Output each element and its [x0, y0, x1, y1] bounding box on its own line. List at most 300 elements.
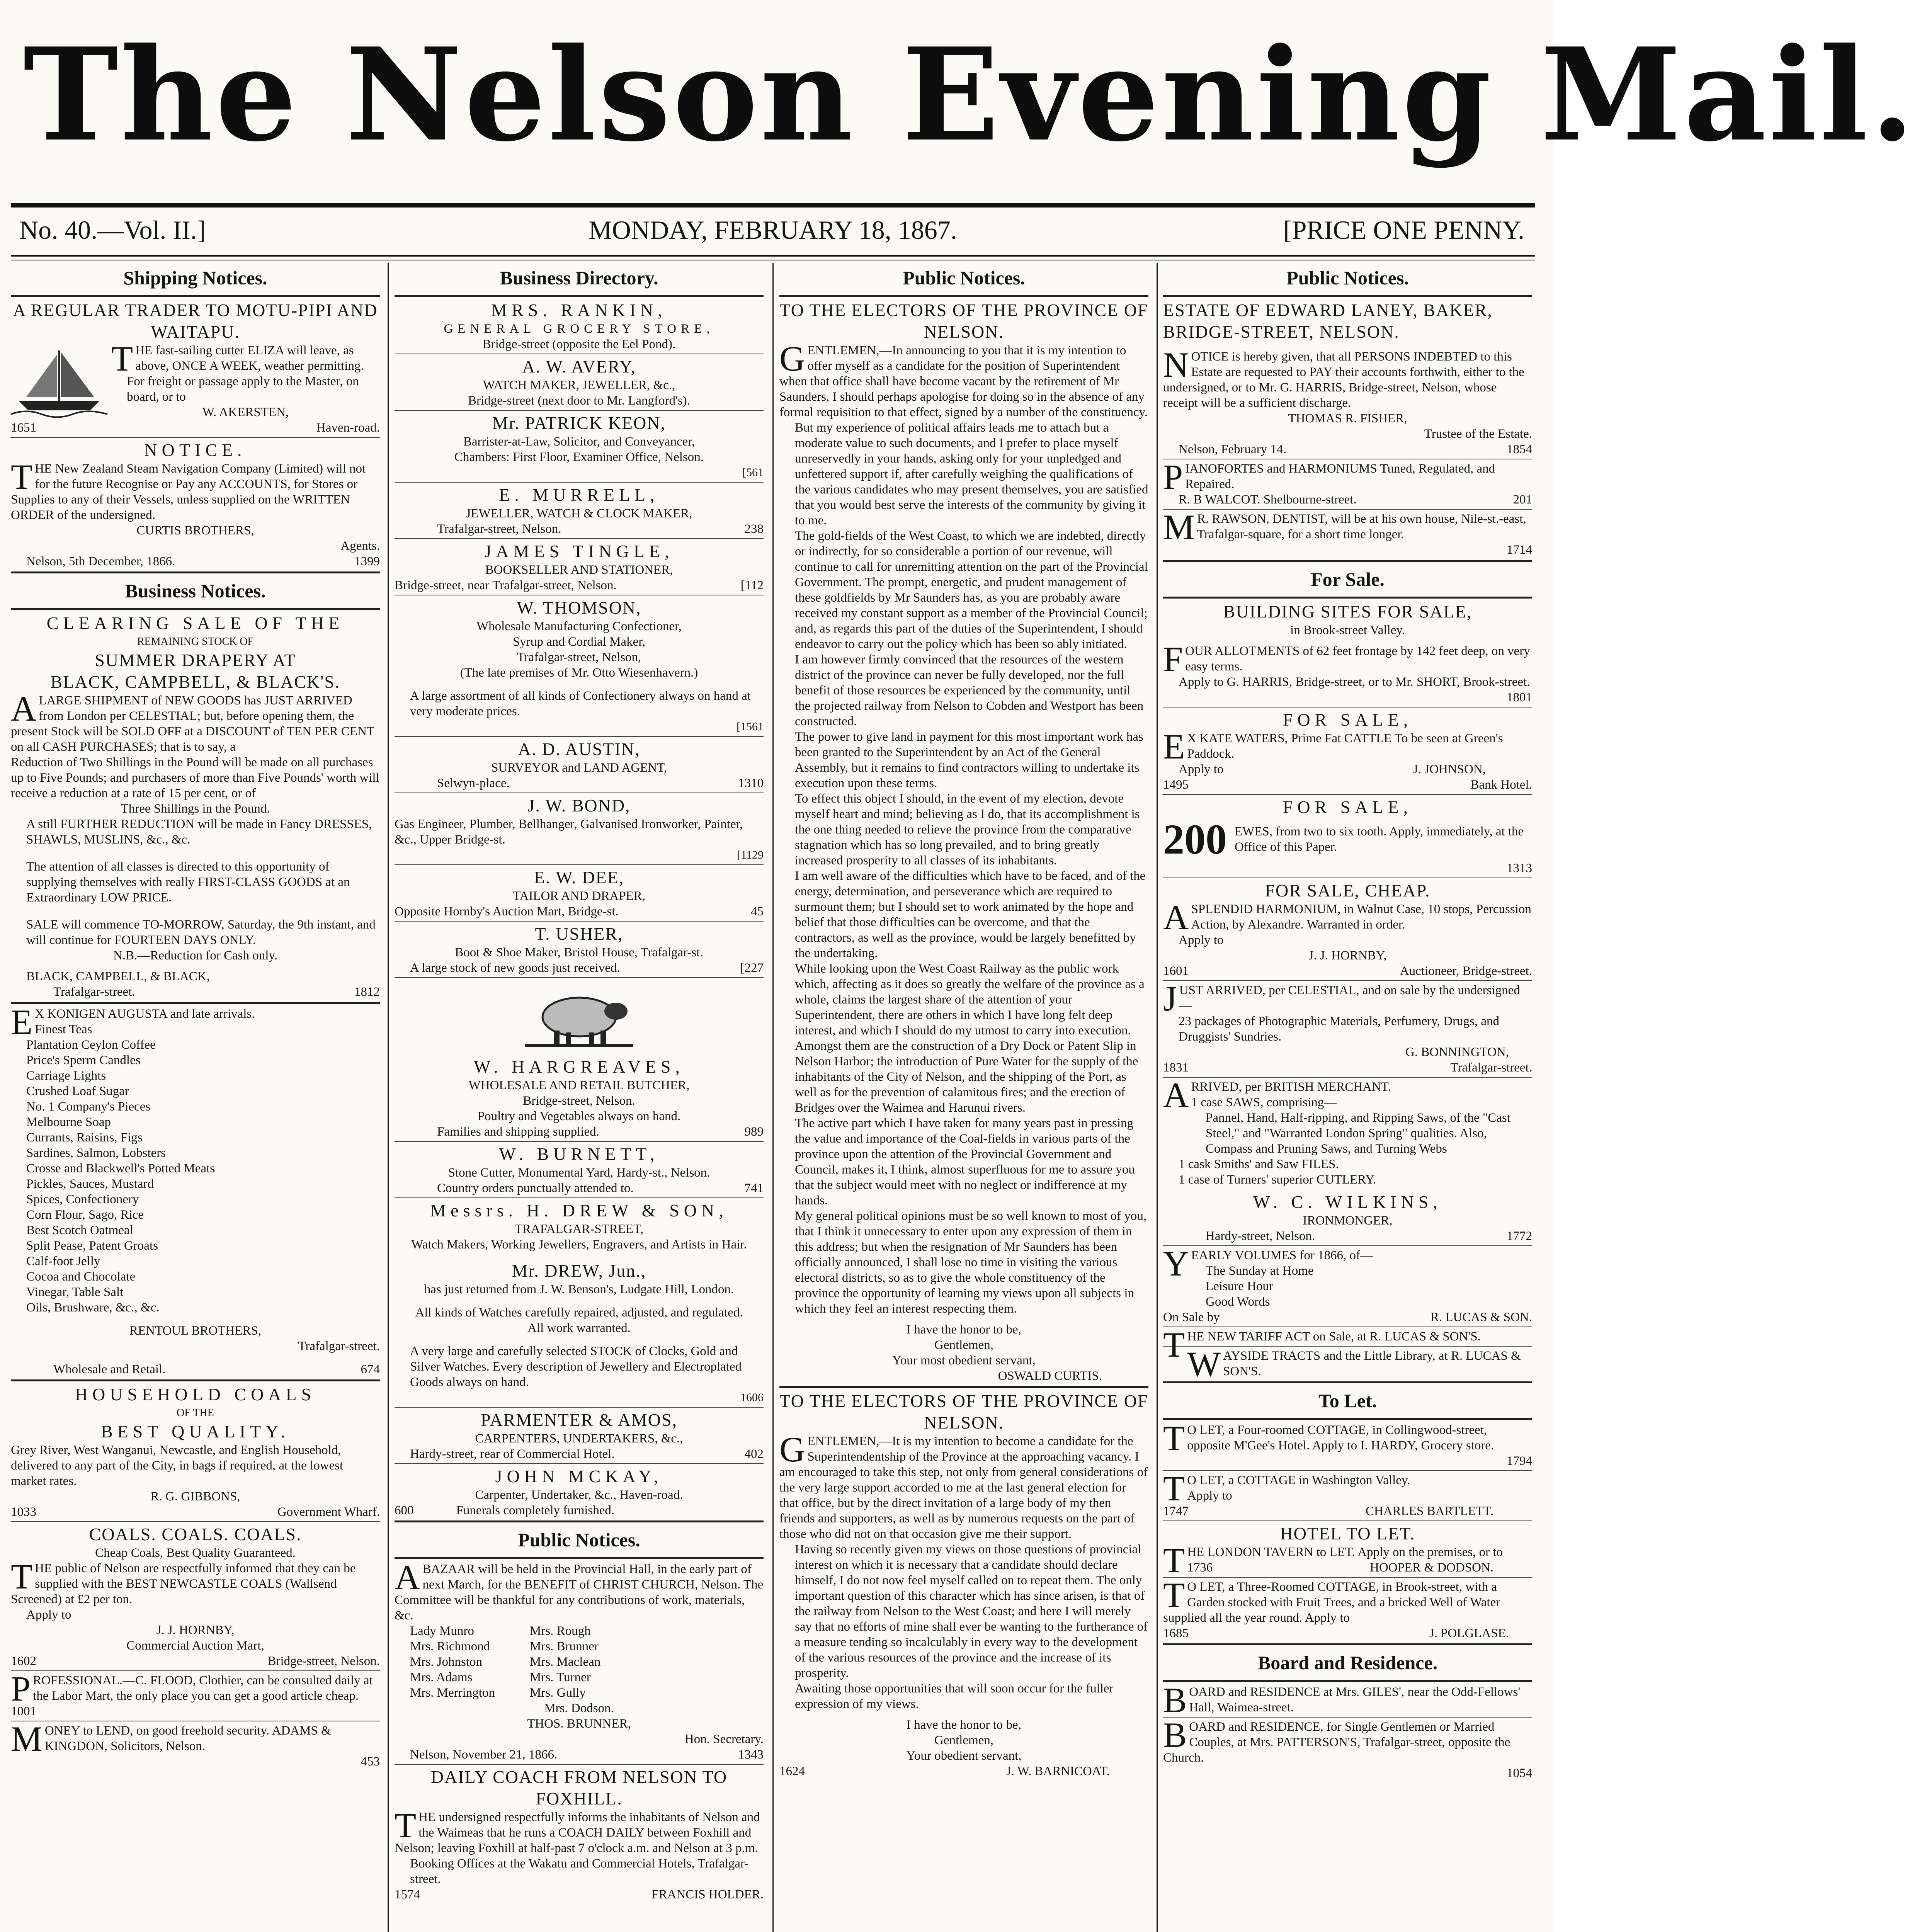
ad-text: FOUR ALLOTMENTS of 62 feet frontage by 142 feet deep, on very easy terms.: [1163, 639, 1530, 679]
sailing-ship-icon: [11, 343, 107, 420]
ad-signature: HOOPER & DODSON.: [1370, 1561, 1493, 1575]
letter-paragraph: The power to give land in payment for this most important work has been granted to the Superintendent by an Act of the General Assembly, but it remains to find contractors willing to undertake its execution upon these terms.: [795, 730, 1143, 790]
ad-heading: BEST QUALITY.: [100, 1422, 290, 1441]
ad-signature: R. LUCAS & SON.: [1430, 1310, 1532, 1324]
divider: [395, 921, 764, 922]
ad-number: 453: [361, 1755, 380, 1769]
grocery-list: [11, 1022, 380, 1315]
ad-heading: SUMMER DRAPERY AT: [95, 650, 296, 670]
letter-paragraph: To effect this object I should, in the event of my election, devote myself heart and mind; believing as I do, that its accomplishment is the one thing needed to relieve the province from the comparative stagnation which has so long prevailed, and to bring greatly increased prosperity to all classes of its inhabitants.: [795, 792, 1140, 867]
section-heading: Business Notices.: [125, 580, 266, 602]
ship-ad: [11, 339, 380, 420]
ad-number: 1033: [11, 1505, 36, 1519]
ad-subheading: Cheap Coals, Best Quality Guaranteed.: [95, 1546, 296, 1560]
list-item: No. 1 Company's Pieces: [26, 1100, 151, 1114]
ad-text: N.B.—Reduction for Cash only.: [113, 949, 277, 963]
directory-trade: CARPENTERS, UNDERTAKERS, &c.,: [475, 1432, 683, 1446]
list-item: Mrs. Brunner: [530, 1639, 599, 1653]
divider: [395, 538, 764, 539]
section-heading: Business Directory.: [500, 267, 658, 289]
ad-text: EX KATE WATERS, Prime Fat CATTLE To be seen at Green's Paddock.: [1163, 727, 1503, 766]
list-item: Leisure Hour: [1206, 1279, 1274, 1293]
ad-text: A large stock of new goods just received.: [410, 961, 620, 975]
divider: [395, 295, 764, 297]
ad-text: THE public of Nelson are respectfully informed that they can be supplied with the BEST NEWCASTLE COALS (Wallsend Screened) at £2 per ton.: [11, 1557, 356, 1606]
divider: [779, 295, 1148, 297]
volumes-list: [1163, 1263, 1532, 1310]
directory-address: (The late premises of Mr. Otto Wiesenhavern.): [460, 666, 698, 680]
divider: [1163, 980, 1532, 981]
ad-number: 1831: [1163, 1061, 1189, 1075]
list-item: Crosse and Blackwell's Potted Meats: [26, 1162, 215, 1175]
divider: [395, 410, 764, 411]
ad-address: Government Wharf.: [277, 1505, 380, 1519]
ad-signature: CHARLES BARTLETT.: [1365, 1504, 1493, 1518]
dateline-rule: [11, 255, 1535, 260]
ad-number: 1854: [1507, 442, 1532, 456]
ad-text: Wholesale and Retail.: [53, 1362, 166, 1376]
list-item: Oils, Brushware, &c., &c.: [26, 1301, 160, 1315]
list-item: Mrs. Merrington: [410, 1686, 495, 1700]
list-item: Mrs. Adams: [410, 1670, 473, 1684]
directory-trade: Syrup and Cordial Maker,: [512, 635, 646, 649]
list-item: Mrs. Gully: [530, 1686, 586, 1700]
ad-number: 1602: [11, 1654, 36, 1668]
ad-heading: ESTATE OF EDWARD LANEY, BAKER, BRIDGE-STREET, NELSON.: [1163, 300, 1493, 342]
ad-number: 201: [1513, 493, 1532, 507]
letter-closing: Gentlemen,: [934, 1338, 994, 1352]
ad-number: 1794: [1507, 1454, 1532, 1468]
letter-closing: Gentlemen,: [934, 1733, 994, 1747]
ad-text: A large assortment of all kinds of Confectionery always on hand at very moderate prices.: [410, 689, 751, 718]
ad-text: THE undersigned respectfully informs the inhabitants of Nelson and the Waimeas that he runs a COACH DAILY between Foxhill and Nelson; leaving Foxhill at half-past 7 o'clock a.m. and Nelson at 3 p.m.: [395, 1806, 760, 1855]
ad-signature: THOMAS R. FISHER,: [1288, 412, 1407, 425]
ad-text: Funerals completely furnished.: [456, 1503, 615, 1517]
ad-text: Apply to: [1179, 933, 1224, 947]
ad-text: SALE will commence TO-MORROW, Saturday, the 9th instant, and will continue for FOURTEEN DAYS ONLY.: [26, 918, 376, 947]
divider: [395, 1407, 764, 1408]
ad-text: THE fast-sailing cutter ELIZA will leave, as above, ONCE A WEEK, weather permitting.: [111, 339, 364, 378]
section-heading: Public Notices.: [903, 267, 1025, 289]
ad-number: 1736: [1187, 1561, 1213, 1575]
ad-signature: G. BONNINGTON,: [1405, 1045, 1509, 1059]
directory-trade: GENERAL GROCERY STORE,: [444, 322, 714, 336]
list-item: Corn Flour, Sago, Rice: [26, 1208, 144, 1222]
ad-text: PROFESSIONAL.—C. FLOOD, Clothier, can be consulted daily at the Labor Mart, the only place you can get a good article cheap. 1001: [11, 1669, 373, 1718]
ad-address: Hardy-street, Nelson.: [1206, 1229, 1315, 1243]
ad-signature-title: IRONMONGER,: [1303, 1214, 1393, 1228]
ad-text: JUST ARRIVED, per CELESTIAL, and on sale by the undersigned—: [1163, 979, 1520, 1018]
letter-closing: Your most obedient servant,: [892, 1354, 1036, 1367]
list-item: Mrs. Maclean: [530, 1655, 601, 1669]
ad-heading: FOR SALE,: [1283, 710, 1413, 730]
letter-closing: I have the honor to be,: [907, 1718, 1021, 1732]
ad-text: Apply to: [1179, 762, 1224, 776]
divider: [11, 1379, 380, 1381]
divider: [1163, 560, 1532, 562]
masthead-title: The Nelson Evening Mail.: [23, 20, 1917, 170]
directory-trade: TRAFALGAR-STREET,: [514, 1222, 644, 1236]
ad-text: PIANOFORTES and HARMONIUMS Tuned, Regulated, and Repaired.: [1163, 457, 1495, 497]
ad-number: [227: [740, 961, 764, 975]
directory-address: Bridge-street, near Trafalgar-street, Nelson.: [395, 578, 617, 592]
letter-signature: OSWALD CURTIS.: [998, 1369, 1102, 1383]
list-item: Mrs. Turner: [530, 1670, 591, 1684]
ad-signature-title: Trustee of the Estate.: [1424, 427, 1532, 441]
ad-address: Bridge-street, Nelson.: [267, 1654, 380, 1668]
divider: [1163, 1470, 1532, 1471]
section-heading: Shipping Notices.: [123, 267, 267, 289]
ad-text: THE LONDON TAVERN to LET. Apply on the premises, or to: [1163, 1541, 1503, 1580]
directory-trade: JEWELLER, WATCH & CLOCK MAKER,: [466, 507, 692, 520]
ad-text: Poultry and Vegetables always on hand.: [477, 1109, 681, 1123]
directory-name: A. D. AUSTIN,: [518, 739, 640, 759]
directory-trade: Boot & Shoe Maker, Bristol House, Trafalgar-st.: [455, 946, 703, 959]
directory-address: Bridge-street (opposite the Eel Pond).: [482, 337, 676, 351]
letter-paragraph: The gold-fields of the West Coast, to which we are indebted, directly or indirectly, for so considerable a portion of our revenue, will continue to call for unremitting attention on the part of the Provincial Government. The prompt, energetic, and prudent management of these goldfields by Mr Saunders has, as you are probably aware received my constant support as a member of the Provincial Council; and, as regards this part of the duties of the Superintendent, I should endeavor to carry out the policy which has been so ably initiated.: [795, 529, 1148, 651]
ad-text: BOARD and RESIDENCE at Mrs. GILES', near the Odd-Fellows' Hall, Waimea-street.: [1163, 1680, 1521, 1720]
ad-text: Apply to: [1187, 1489, 1232, 1503]
divider: [1163, 1680, 1532, 1682]
directory-name: W. HARGREAVES,: [473, 1057, 684, 1077]
divider: [11, 1521, 380, 1522]
directory-name: E. W. DEE,: [534, 867, 624, 887]
ad-text: Reduction of Two Shillings in the Pound will be made on all purchases up to Five Pounds; and purchasers of more than Five Pounds' worth will receive a reduction at a rate of 15 per cent, or of: [11, 755, 379, 800]
letter-paragraph: The active part which I have taken for many years past in pressing the value and importance of the Coal-fields in various parts of the province upon the attention of the Provincial Government and Council, makes it, I think, almost superfluous for me to assure you that the subject would meet with no neglect or indifference at my hands.: [795, 1116, 1135, 1208]
letter-paragraph: GENTLEMEN,—It is my intention to become a candidate for the Superintendentship of the Province at the approaching vacancy. I am encouraged to take this step, not only from general considerations of the very large support accorded to me at the last general election for that office, but by the direct invitation of a large body of my then friends and supporters, as well as by numerous requests on the part of those who did not on that occasion give me their support.: [779, 1430, 1148, 1541]
ad-text: A very large and carefully selected STOCK of Clocks, Gold and Silver Watches. Every description of Jewellery and Electroplated Goods always on hand.: [410, 1344, 742, 1389]
section-heading: To Let.: [1318, 1390, 1377, 1412]
directory-trade: WATCH MAKER, JEWELLER, &c.,: [483, 378, 675, 392]
sheep-icon: [521, 980, 637, 1054]
divider: [1163, 1643, 1532, 1645]
letter-paragraph: I am however firmly convinced that the resources of the western district of the province can never be fully developed, nor the full benefit of those resources be experienced by the community, until the projected railway from Nelson to Cobden and Westport has been constructed.: [795, 653, 1144, 728]
ad-heading: DAILY COACH FROM NELSON TO FOXHILL.: [430, 1767, 728, 1808]
directory-address: Trafalgar-street, Nelson,: [517, 650, 641, 664]
ad-signature: J. JOHNSON,: [1413, 762, 1486, 776]
letter-paragraph: But my experience of political affairs leads me to attach but a moderate value to such documents, and I prefer to place myself unreservedly in your hands, asking only for your unpledged and unfettered support if, after carefully weighing the qualifications of the various candidates who may present themselves, you are satisfied that you would best serve the interests of the community by giving it to me.: [795, 421, 1148, 527]
ad-number: 1313: [1507, 861, 1532, 875]
ad-date: Nelson, 5th December, 1866.: [26, 554, 175, 568]
divider: [395, 736, 764, 737]
divider: [1163, 1418, 1532, 1420]
directory-name: T. USHER,: [535, 924, 623, 944]
divider: [395, 1463, 764, 1464]
ad-signature: R. G. GIBBONS,: [150, 1490, 240, 1503]
ad-text: ABAZAAR will be held in the Provincial Hall, in the early part of next March, for the BENEFIT of CHRIST CHURCH, Nelson. The Committee will be thankful for any contributions of work, materials, &c.: [395, 1558, 764, 1622]
list-item: Spices, Confectionery: [26, 1192, 139, 1206]
ad-number: 1310: [738, 776, 764, 790]
directory-name: E. MURRELL,: [499, 485, 659, 505]
ad-signature: W. AKERSTEN,: [202, 405, 289, 419]
ad-heading: BLACK, CAMPBELL, & BLACK'S.: [50, 672, 340, 692]
ad-text: TO LET, a COTTAGE in Washington Valley.: [1163, 1469, 1410, 1508]
column-3: [779, 263, 1148, 1932]
ad-number: 1054: [1507, 1766, 1532, 1780]
column-4: [1163, 263, 1532, 1932]
ad-address: Trafalgar-street.: [1450, 1061, 1532, 1075]
directory-trade: Wholesale Manufacturing Confectioner,: [476, 619, 682, 633]
directory-trade: TAILOR AND DRAPER,: [513, 889, 645, 903]
divider: [11, 571, 380, 573]
column-2: [395, 263, 764, 1932]
ad-subheading: REMAINING STOCK OF: [137, 636, 254, 648]
ad-number: 1812: [354, 985, 380, 999]
list-item: Finest Teas: [35, 1022, 92, 1036]
letter-paragraph: Having so recently given my views on those questions of provincial interest on which it is necessary that a candidate should declare himself, I do not now feel myself called on to repeat them. The only important question of this character which has since arisen, is that of the railway from Nelson to the West Coast; and here I will merely say that no efforts of mine shall ever be wanting to the furtherance of a measure tending so incalculably in every way to the development of the various resources of the province and the increase of its prosperity.: [795, 1543, 1148, 1680]
ad-signature: CURTIS BROTHERS,: [136, 524, 254, 537]
ewes-ad: [1163, 818, 1532, 861]
ad-text: has just returned from J. W. Benson's, Ludgate Hill, London.: [424, 1282, 734, 1296]
ad-subheading: in Brook-street Valley.: [1290, 623, 1405, 637]
ad-signature-title: Agents.: [340, 539, 380, 553]
ad-text: MR. RAWSON, DENTIST, will be at his own house, Nile-st.-east, Trafalgar-square, for a short time longer.: [1163, 507, 1526, 547]
directory-name: JAMES TINGLE,: [484, 541, 674, 561]
letter-closing: Your obedient servant,: [906, 1749, 1022, 1763]
ad-address: Bank Hotel.: [1470, 778, 1532, 792]
ad-text: Booking Offices at the Wakatu and Commercial Hotels, Trafalgar-street.: [410, 1857, 749, 1886]
ad-number: 238: [744, 522, 764, 536]
ad-address: Auctioneer, Bridge-street.: [1400, 964, 1532, 978]
directory-name: Messrs. H. DREW & SON,: [430, 1201, 728, 1220]
ad-text: 1 case SAWS, comprising—: [1191, 1095, 1337, 1109]
ad-heading: A REGULAR TRADER TO MOTU-PIPI AND WAITAPU.: [13, 300, 378, 342]
ad-address: Haven-road.: [316, 421, 380, 435]
list-item: Currants, Raisins, Figs: [26, 1131, 143, 1145]
ad-number: 1343: [738, 1748, 764, 1762]
ad-text: Grey River, West Wanganui, Newcastle, and English Household, delivered to any part of the City, in bags if required, at the lowest market rates.: [11, 1443, 344, 1488]
ad-number: [112: [740, 578, 764, 592]
ad-number: 1606: [740, 1391, 764, 1404]
ad-number: 1747: [1163, 1504, 1189, 1518]
directory-name: J. W. BOND,: [527, 796, 631, 815]
ad-signature: J. J. HORNBY,: [1308, 949, 1387, 963]
list-item: Mrs. Richmond: [410, 1639, 490, 1653]
letter-signature: J. W. BARNICOAT.: [1006, 1764, 1110, 1778]
list-item: Vinegar, Table Salt: [26, 1285, 124, 1299]
ad-text: Three Shillings in the Pound.: [121, 802, 270, 816]
ad-heading: FOR SALE,: [1283, 797, 1413, 817]
divider: [1163, 794, 1532, 795]
ad-text: All kinds of Watches carefully repaired, adjusted, and regulated.: [415, 1306, 743, 1320]
ad-signature: FRANCIS HOLDER.: [651, 1888, 764, 1901]
ad-number: [1561: [737, 720, 764, 733]
ad-subheading: OF THE: [177, 1407, 214, 1419]
list-item: Price's Sperm Candles: [26, 1053, 141, 1067]
directory-address: Selwyn-place.: [437, 776, 510, 790]
directory-address: Opposite Hornby's Auction Mart, Bridge-st.: [395, 905, 619, 918]
ad-number: 1651: [11, 421, 36, 435]
directory-address: Bridge-street (next door to Mr. Langford's).: [468, 394, 691, 408]
list-item: The Sunday at Home: [1206, 1264, 1314, 1278]
ad-text: R. B WALCOT. Shelbourne-street.: [1179, 493, 1357, 507]
directory-trade: Gas Engineer, Plumber, Bellhanger, Galvanised Ironworker, Painter, &c., Upper Bridge-st.: [395, 817, 743, 847]
directory-name: PARMENTER & AMOS,: [480, 1410, 678, 1430]
ad-number: 989: [744, 1125, 764, 1139]
list-item: Good Words: [1206, 1295, 1270, 1309]
divider: [395, 1764, 764, 1765]
directory-name: Mr. DREW, Jun.,: [512, 1261, 646, 1281]
divider: [1163, 295, 1532, 297]
ad-text: All work warranted.: [527, 1321, 631, 1335]
directory-name: MRS. RANKIN,: [491, 300, 667, 320]
directory-address: Bridge-street, Nelson.: [523, 1094, 635, 1108]
ad-heading: HOTEL TO LET.: [1280, 1524, 1415, 1543]
ad-number: 741: [744, 1181, 764, 1195]
ad-text: EX KONIGEN AUGUSTA and late arrivals.: [11, 1002, 255, 1042]
masthead-rule: [11, 203, 1535, 207]
ad-number: 1801: [1507, 690, 1532, 704]
ad-text: THE NEW TARIFF ACT on Sale, at R. LUCAS & SON'S.: [1163, 1325, 1481, 1364]
list-item: Plantation Ceylon Coffee: [26, 1038, 156, 1052]
directory-trade: WHOLESALE AND RETAIL BUTCHER,: [468, 1078, 690, 1092]
ad-number: 1601: [1163, 964, 1189, 978]
column-divider: [772, 263, 774, 1932]
ad-address: Trafalgar-street.: [53, 985, 135, 999]
directory-name: A. W. AVERY,: [522, 357, 636, 376]
list-item: Split Pease, Patent Groats: [26, 1239, 158, 1253]
divider: [11, 1670, 380, 1671]
list-item: Mrs. Rough: [530, 1624, 591, 1638]
divider: [395, 482, 764, 483]
divider: [395, 1520, 764, 1522]
committee-list: [395, 1623, 764, 1701]
issue-date: MONDAY, FEBRUARY 18, 1867.: [589, 215, 957, 245]
directory-address: Trafalgar-street, Nelson.: [437, 522, 561, 536]
divider: [1163, 1077, 1532, 1078]
directory-name: Mr. PATRICK KEON,: [492, 413, 666, 433]
ad-number: 1714: [1507, 543, 1532, 557]
issue-number: No. 40.—Vol. II.]: [19, 215, 206, 245]
ad-heading: FOR SALE, CHEAP.: [1265, 881, 1431, 900]
ad-text: Apply to G. HARRIS, Bridge-street, or to Mr. SHORT, Brook-street.: [1179, 675, 1530, 689]
ad-address: Trafalgar-street.: [298, 1339, 380, 1353]
list-item: Lady Munro: [410, 1624, 474, 1638]
directory-trade: BOOKSELLER AND STATIONER,: [485, 563, 673, 577]
ad-signature-title: Commercial Auction Mart,: [126, 1639, 264, 1653]
divider: [1163, 1717, 1532, 1718]
list-item: Mrs. Dodson.: [544, 1701, 614, 1715]
divider: [11, 1002, 380, 1004]
section-heading: Public Notices.: [518, 1529, 640, 1551]
divider: [1163, 597, 1532, 599]
list-item: Crushed Loaf Sugar: [26, 1084, 129, 1098]
section-heading: Public Notices.: [1286, 267, 1409, 289]
ad-number: [561: [742, 466, 764, 479]
ad-signature: J. POLGLASE.: [1429, 1626, 1509, 1640]
divider: [395, 864, 764, 865]
ad-signature: THOS. BRUNNER,: [527, 1717, 631, 1731]
letter-paragraph: GENTLEMEN,—In announcing to you that it is my intention to offer myself as a candidate for the position of Superintendent when that office shall have become vacant by the retirement of Mr Saunders, I should perhaps apologise for doing so in the absence of any formal requisition to that effect, signed by a number of the constituency.: [779, 339, 1148, 419]
ad-text: TO LET, a Three-Roomed COTTAGE, in Brook-street, with a Garden stocked with Fruit Trees, and a bricked Well of Water supplied all the year round. Apply to: [1163, 1575, 1500, 1625]
directory-trade: Stone Cutter, Monumental Yard, Hardy-st., Nelson.: [448, 1166, 710, 1180]
ad-text: 1 case of Turners' superior CUTLERY.: [1179, 1173, 1376, 1187]
list-item: Carriage Lights: [26, 1069, 106, 1083]
ad-text: Pannel, Hand, Half-ripping, and Ripping Saws, of the "Cast Steel," and "Warranted London Spring" qualities. Also, Compass and Pruning Saws, and Turning Webs: [1206, 1111, 1510, 1156]
ad-text: ASPLENDID HARMONIUM, in Walnut Case, 10 stops, Percussion Action, by Alexandre. Warranted in order.: [1163, 898, 1531, 937]
directory-name: W. BURNETT,: [499, 1144, 659, 1164]
section-heading: For Sale.: [1311, 568, 1385, 590]
ad-text: Country orders punctually attended to.: [437, 1181, 634, 1195]
divider: [11, 295, 380, 297]
ad-text: THE New Zealand Steam Navigation Company (Limited) will not for the future Recognise or Pay any ACCOUNTS, for Stores or Supplies to any of their Vessels, unless supplied on the WRITTEN ORDER of the undersigned.: [11, 457, 366, 522]
ad-number: 600: [395, 1503, 414, 1517]
divider: [1163, 1577, 1532, 1578]
letter-closing: I have the honor to be,: [907, 1323, 1021, 1337]
divider: [1163, 1520, 1532, 1521]
list-item: Sardines, Salmon, Lobsters: [26, 1146, 166, 1160]
letter-paragraph: My general political opinions must be so well known to most of you, that I think it unnecessary to enter upon any expression of them in this address; but when the resignation of Mr Saunders has been officially announced, I shall lose no time in visiting the various electoral districts, so as to give the whole constituency of the province the opportunity of learning my views upon all subjects in which they feel an interest respecting them.: [795, 1209, 1147, 1316]
divider: [395, 1197, 764, 1198]
directory-address: Chambers: First Floor, Examiner Office, Nelson.: [454, 450, 704, 464]
list-item: Melbourne Soap: [26, 1115, 111, 1129]
letter-paragraph: I am well aware of the difficulties which have to be faced, and of the energy, determination, and perseverance which are required to surmount them; but I should set to work animated by the hope and belief that those difficulties can be overcome, and that the contractors, as well as the province, would be largely benefitted by the undertaking.: [795, 869, 1146, 960]
ad-heading: NOTICE.: [144, 440, 247, 460]
dateline: [15, 209, 1530, 251]
list-item: Pickles, Sauces, Mustard: [26, 1177, 154, 1191]
ad-signature: J. J. HORNBY,: [156, 1623, 235, 1637]
ad-text: YEARLY VOLUMES for 1866, of—: [1163, 1244, 1373, 1283]
ad-signature: W. C. WILKINS,: [1253, 1192, 1442, 1212]
ad-big-number: 200: [1163, 816, 1227, 863]
divider: [779, 1386, 1148, 1388]
list-item: Mrs. Johnston: [410, 1655, 483, 1669]
directory-name: JOHN MCKAY,: [495, 1466, 663, 1486]
ad-text: ALARGE SHIPMENT of NEW GOODS has JUST ARRIVED from London per CELESTIAL; but, before opening them, the present Stock will be SOLD OFF at a DISCOUNT of TEN PER CENT on all CASH PURCHASES; that is to say, a: [11, 689, 374, 754]
ad-text: The attention of all classes is directed to this opportunity of supplying themselves with really FIRST-CLASS GOODS at an Extraordinary LOW PRICE.: [26, 860, 350, 905]
directory-address: Hardy-street, rear of Commercial Hotel.: [410, 1447, 615, 1461]
divider: [395, 977, 764, 978]
directory-trade: Barrister-at-Law, Solicitor, and Conveyancer,: [463, 435, 695, 449]
column-1: [11, 263, 380, 1932]
letter-paragraph: Awaiting those opportunities that will soon occur for the fuller expression of my views.: [795, 1682, 1114, 1711]
ad-text: ARRIVED, per BRITISH MERCHANT.: [1163, 1075, 1391, 1115]
directory-trade: Carpenter, Undertaker, &c., Haven-road.: [475, 1488, 683, 1502]
directory-name: W. THOMSON,: [517, 598, 641, 617]
ad-text: A still FURTHER REDUCTION will be made in Fancy DRESSES, SHAWLS, MUSLINS, &c., &c.: [26, 817, 372, 847]
divider: [395, 1557, 764, 1559]
list-item: Best Scotch Oatmeal: [26, 1223, 133, 1237]
ad-number: 674: [361, 1362, 380, 1376]
divider: [11, 437, 380, 438]
ad-number: 1495: [1163, 778, 1189, 792]
ad-number: 45: [751, 905, 764, 918]
ad-text: EWES, from two to six tooth. Apply, immediately, at the Office of this Paper.: [1235, 825, 1524, 854]
column-divider: [1157, 263, 1158, 1932]
ad-text: Families and shipping supplied.: [437, 1125, 599, 1139]
ad-heading: TO THE ELECTORS OF THE PROVINCE OF NELSON.: [779, 300, 1148, 342]
ad-text: 23 packages of Photographic Materials, Perfumery, Drugs, and Druggists' Sundries.: [1179, 1014, 1499, 1044]
ad-text: On Sale by: [1163, 1310, 1220, 1324]
ad-number: [1129: [737, 849, 764, 861]
ad-text: BOARD and RESIDENCE, for Single Gentlemen or Married Couples, at Mrs. PATTERSON'S, Trafalgar-street, opposite the Church.: [1163, 1715, 1510, 1765]
ad-text: TO LET, a Four-roomed COTTAGE, in Collingwood-street, opposite M'Gee's Hotel. Apply to I. HARDY, Grocery store.: [1163, 1418, 1494, 1458]
ad-number: 1685: [1163, 1626, 1189, 1640]
list-item: Calf-foot Jelly: [26, 1254, 100, 1268]
directory-trade: SURVEYOR and LAND AGENT,: [491, 761, 667, 775]
divider: [1163, 509, 1532, 510]
ad-text: Apply to: [26, 1608, 71, 1622]
list-item: Cocoa and Chocolate: [26, 1270, 136, 1284]
ad-number: 1399: [354, 554, 380, 568]
ad-heading: HOUSEHOLD COALS: [75, 1384, 316, 1404]
ad-number: 1772: [1507, 1229, 1532, 1243]
divider: [395, 1141, 764, 1142]
divider: [11, 608, 380, 610]
divider: [1163, 1245, 1532, 1246]
ad-signature: RENTOUL BROTHERS,: [129, 1324, 262, 1338]
ad-number: 1624: [779, 1764, 805, 1778]
